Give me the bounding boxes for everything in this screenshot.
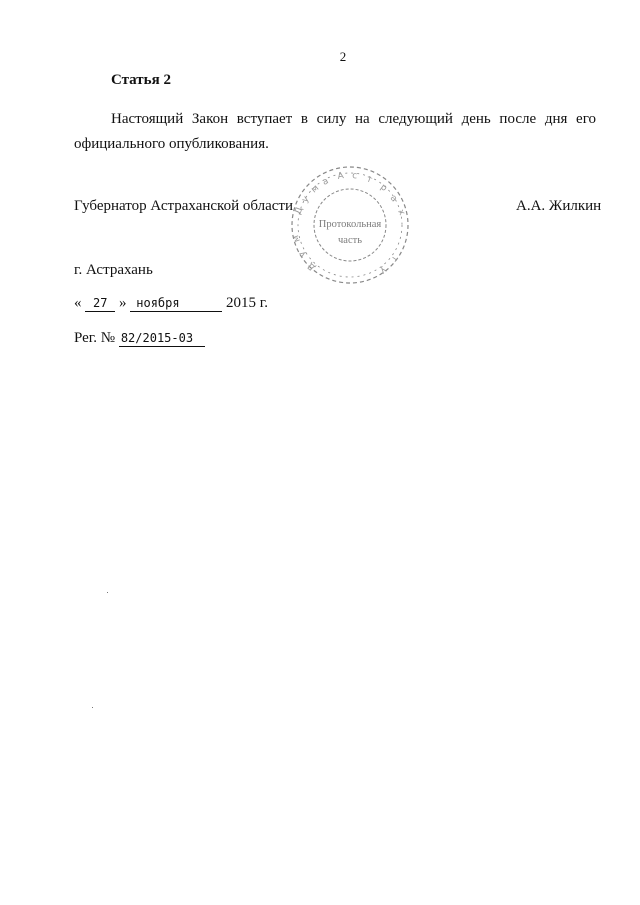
svg-text:р: р bbox=[378, 182, 389, 194]
registration-line bbox=[74, 330, 205, 347]
date-close-quote: » bbox=[119, 295, 127, 311]
date-year: 2015 г. bbox=[226, 295, 268, 311]
date-open-quote: « bbox=[74, 295, 82, 311]
seal-stamp bbox=[288, 163, 412, 287]
svg-text:у: у bbox=[300, 194, 312, 205]
signer-name: А.А. Жилкин bbox=[516, 198, 602, 214]
speck bbox=[92, 707, 93, 708]
svg-text:м: м bbox=[309, 183, 322, 196]
svg-text:м: м bbox=[291, 233, 303, 244]
governor-title: Губернатор Астраханской области bbox=[74, 198, 294, 214]
date-day: 27 bbox=[85, 295, 115, 312]
svg-text:т: т bbox=[388, 253, 400, 264]
speck bbox=[107, 592, 108, 593]
stamp-inner-line1: Протокольная bbox=[318, 219, 382, 230]
svg-text:Д: Д bbox=[293, 205, 306, 217]
svg-text:т: т bbox=[364, 174, 374, 186]
date-line bbox=[74, 295, 268, 312]
svg-text:а: а bbox=[321, 176, 331, 188]
svg-text:А: А bbox=[336, 171, 345, 182]
svg-text:с: с bbox=[351, 171, 358, 182]
page-number: 2 bbox=[339, 49, 347, 64]
svg-text:у: у bbox=[377, 264, 389, 276]
registration-number: 82/2015-03 bbox=[119, 330, 205, 347]
stamp-inner-line2: часть bbox=[338, 235, 362, 246]
svg-text:а: а bbox=[387, 193, 399, 205]
body-paragraph: Настоящий Закон вступает в силу на следующий день после дня его официального опубликования. bbox=[74, 111, 596, 152]
svg-text:у: у bbox=[297, 248, 309, 260]
registration-label: Рег. № bbox=[74, 330, 116, 346]
svg-text:Д: Д bbox=[306, 260, 318, 273]
svg-text:х: х bbox=[395, 208, 407, 218]
article-heading: Статья 2 bbox=[111, 72, 171, 88]
city-line: г. Астрахань bbox=[74, 262, 153, 278]
date-month: ноября bbox=[130, 295, 222, 312]
